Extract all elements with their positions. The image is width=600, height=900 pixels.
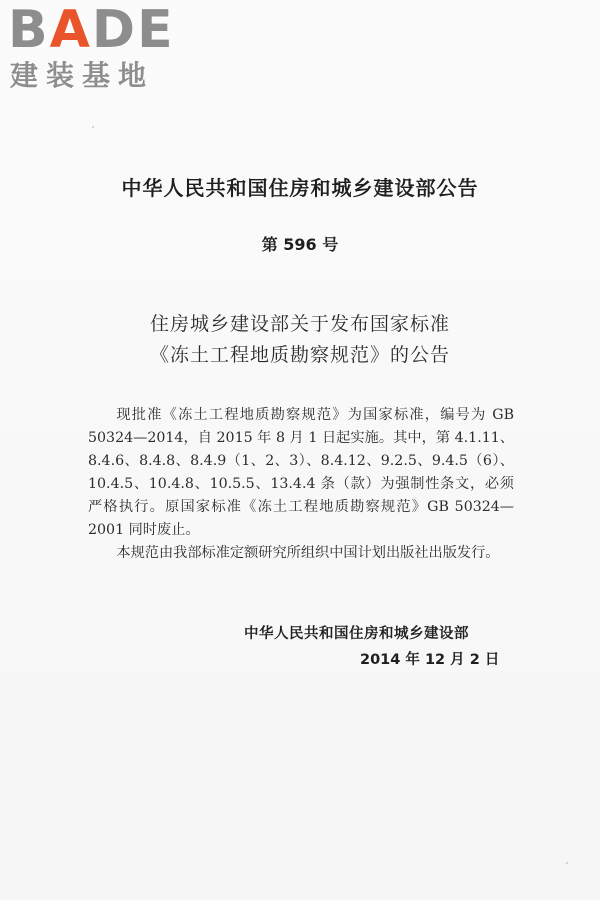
logo-letter: B [8, 0, 50, 60]
logo-subtitle: 建装基地 [10, 59, 155, 92]
signature-date: 2014 年 12 月 2 日 [360, 652, 500, 668]
body-paragraph-1: 现批准《冻土工程地质勘察规范》为国家标准，编号为 GB 50324—2014，自 2015 年 8 月 1 日起实施。其中，第 4.1.11、8.4.6、8.4.8、8.4.9（1、2、3）、8.4.12、9.2.5、9.4.5（6）、10.4.5、10.4.8、10.5.5、13.4.4 条（款）为强制性条文，必须严格执行。原国家标准《冻土工程地质勘察规范》GB 50324—2001 同时废止。 [88, 407, 514, 538]
logo-wordmark [8, 2, 175, 58]
announcement-number: 第 596 号 [261, 235, 339, 254]
logo-letter: A [49, 0, 92, 60]
announcement-body [88, 404, 514, 565]
announcement-title: 中华人民共和国住房和城乡建设部公告 [121, 176, 479, 200]
logo-wordmark-text [8, 0, 175, 60]
paper-speck [92, 126, 94, 128]
logo-letter: D [91, 0, 138, 60]
bade-logo [8, 2, 188, 97]
signature-organization: 中华人民共和国住房和城乡建设部 [244, 626, 469, 642]
logo-letter: E [137, 0, 175, 60]
announcement-subtitle-line2: 《冻土工程地质勘察规范》的公告 [149, 344, 450, 366]
body-paragraph-2: 本规范由我部标准定额研究所组织中国计划出版社出版发行。 [116, 545, 500, 561]
announcement-subtitle-line1: 住房城乡建设部关于发布国家标准 [149, 313, 450, 335]
paper-speck [566, 862, 568, 864]
